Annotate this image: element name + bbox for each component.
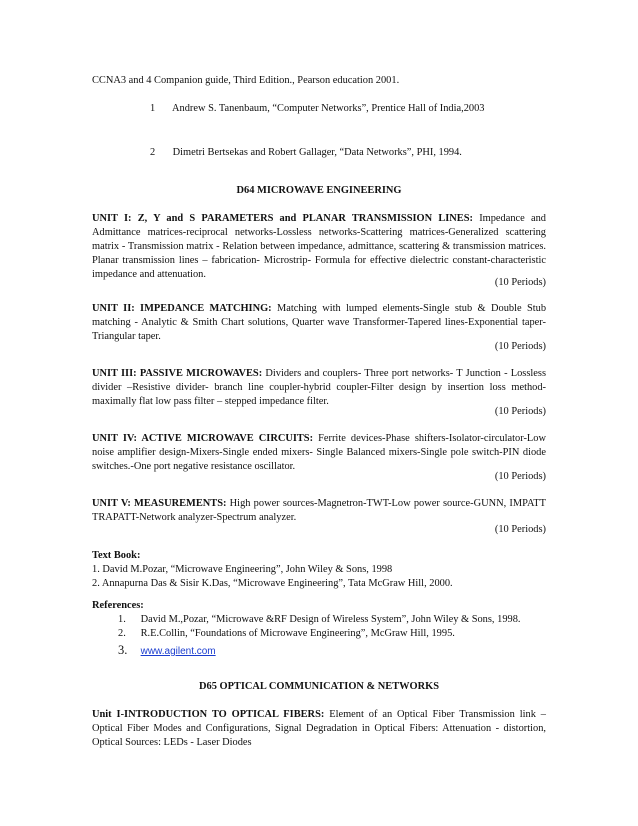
reference-item (118, 643, 548, 659)
reference-item (118, 627, 548, 641)
unit-heading: UNIT III: PASSIVE MICROWAVES: (92, 368, 263, 379)
unit-body: Matching with lumped elements-Single stub & Double Stub matching - Analytic & Smith Chart solutions, Quarter wave Transformer-Tapered lines-Exponential taper-Triangular taper. (92, 303, 547, 342)
textbook-section (92, 549, 546, 591)
reference-number: 2 (150, 147, 156, 158)
unit-body: Dividers and couplers- Three port networks- T Junction - Lossless divider –Resistive divider- branch line coupler-hybrid coupler-Filter design by insertion loss method-maximally flat low pass filter – stepped impedance filter. (92, 368, 546, 407)
reference-text: Dimetri Bertsekas and Robert Gallager, “Data Networks”, PHI, 1994. (172, 147, 462, 158)
agilent-link[interactable]: www.agilent.com (140, 646, 216, 657)
unit-body: High power sources-Magnetron-TWT-Low power source-GUNN, IMPATT TRAPATT-Network analyzer-Spectrum analyzer. (92, 498, 546, 523)
unit-paragraph (92, 367, 546, 409)
unit-heading: Unit I-INTRODUCTION TO OPTICAL FIBERS: (92, 709, 325, 720)
unit-periods: (10 Periods) (494, 471, 546, 482)
reference-item (118, 613, 548, 627)
unit-periods: (10 Periods) (494, 277, 546, 288)
reference-item (150, 102, 550, 116)
unit-paragraph (92, 708, 546, 750)
reference-number: 3. (118, 643, 128, 657)
reference-number: 2. (118, 628, 126, 639)
section-title: D65 OPTICAL COMMUNICATION & NETWORKS (199, 681, 439, 692)
reference-text: Andrew S. Tanenbaum, “Computer Networks”, Prentice Hall of India,2003 (172, 103, 485, 114)
section-title: D64 MICROWAVE ENGINEERING (236, 185, 402, 196)
unit-heading: UNIT IV: ACTIVE MICROWAVE CIRCUITS: (92, 433, 314, 444)
unit-periods: (10 Periods) (494, 406, 546, 417)
unit-body: Element of an Optical Fiber Transmission link – Optical Fiber Modes and Configurations, Signal Degradation in Optical Fibers: Attenuation - distortion, Optical Sources: LEDs - Laser Diodes (92, 709, 546, 748)
textbook-heading: Text Book: (92, 550, 141, 561)
unit-body: Ferrite devices-Phase shifters-Isolator-circulator-Low noise amplifier design-Mixers-Single ended mixers- Single Balanced mixers-Single pole switch-PIN diode switches.-One port negative resistance oscillator. (92, 433, 546, 472)
unit-paragraph (92, 497, 546, 525)
reference-number: 1 (150, 103, 156, 114)
textbook-item: 2. Annapurna Das & Sisir K.Das, “Microwave Engineering”, Tata McGraw Hill, 2000. (92, 578, 453, 589)
unit-paragraph (92, 432, 546, 474)
reference-text: David M.,Pozar, “Microwave &RF Design of Wireless System”, John Wiley & Sons, 1998. (140, 614, 521, 625)
textbook-item: 1. David M.Pozar, “Microwave Engineering”, John Wiley & Sons, 1998 (92, 564, 393, 575)
top-reference: CCNA3 and 4 Companion guide, Third Edition., Pearson education 2001. (92, 75, 400, 86)
reference-item (150, 146, 550, 160)
unit-periods: (10 Periods) (494, 341, 546, 352)
unit-paragraph (92, 212, 546, 282)
reference-number: 1. (118, 614, 126, 625)
unit-paragraph (92, 302, 546, 344)
references-heading: References: (92, 600, 144, 611)
unit-heading: UNIT I: Z, Y and S PARAMETERS and PLANAR TRANSMISSION LINES: (92, 213, 473, 224)
unit-body: Impedance and Admittance matrices-reciprocal networks-Lossless networks-Scattering matrices-Generalized scattering matrix - Transmission matrix - Relation between impedance, admittance, scattering & transmission matrices. Planar transmission lines – fabrication- Microstrip- Formula for effective dielectric constant-characteristic impedance and attenuation. (92, 213, 546, 280)
unit-periods: (10 Periods) (494, 524, 546, 535)
unit-heading: UNIT V: MEASUREMENTS: (92, 498, 227, 509)
reference-text: R.E.Collin, “Foundations of Microwave Engineering”, McGraw Hill, 1995. (140, 628, 455, 639)
references-list (118, 613, 548, 659)
unit-heading: UNIT II: IMPEDANCE MATCHING: (92, 303, 272, 314)
